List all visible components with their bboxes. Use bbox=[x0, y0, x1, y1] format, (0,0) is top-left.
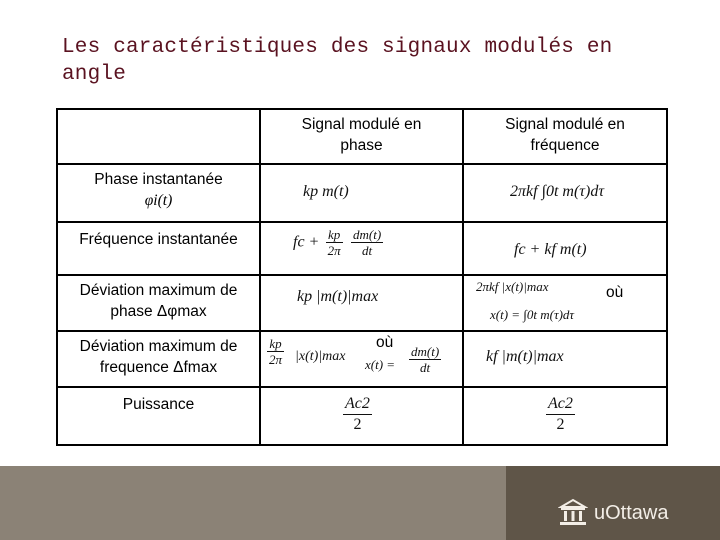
phase-inst-line1: Phase instantanée bbox=[94, 171, 223, 188]
pm-phase-formula: kp m(t) bbox=[303, 183, 349, 200]
pm-fdev-where-label: où bbox=[376, 334, 394, 351]
dev-freq-line1: Déviation maximum de bbox=[79, 338, 238, 355]
row-label-dev-phase bbox=[57, 275, 260, 331]
fm-fdev-cell bbox=[463, 331, 667, 387]
row-label-dev-freq bbox=[57, 331, 260, 387]
pm-power-fraction bbox=[343, 394, 372, 435]
pm-fdev-where: x(t) = bbox=[365, 357, 396, 372]
pm-fdev-abs: |x(t)|max bbox=[295, 349, 346, 364]
pm-freq-2pi: 2π bbox=[327, 243, 341, 258]
pm-fdev-kp: kp bbox=[267, 336, 284, 352]
freq-inst-label: Fréquence instantanée bbox=[79, 231, 238, 248]
dev-phase-line1: Déviation maximum de bbox=[79, 282, 238, 299]
pm-power-den: 2 bbox=[353, 416, 362, 433]
fm-power-num: Ac2 bbox=[546, 394, 575, 415]
pm-fdev-derivative-fraction bbox=[409, 344, 441, 375]
phase-inst-label bbox=[58, 165, 259, 211]
fm-freq-cell bbox=[463, 222, 667, 275]
fm-power-den: 2 bbox=[556, 416, 565, 433]
pm-freq-dt: dt bbox=[362, 243, 373, 258]
row-label-freq-inst bbox=[57, 222, 260, 275]
fm-freq-formula: fc + kf m(t) bbox=[514, 241, 587, 258]
pm-power-cell bbox=[260, 387, 463, 445]
pm-fdev-2pi: 2π bbox=[269, 352, 283, 367]
pm-fdev-dm: dm(t) bbox=[411, 344, 440, 359]
slide-title: Les caractéristiques des signaux modulés en angle bbox=[62, 36, 613, 86]
university-logo-text: uOttawa bbox=[594, 502, 669, 524]
pm-dev-cell bbox=[260, 275, 463, 331]
pm-fdev-dt: dt bbox=[420, 360, 431, 375]
university-building-icon bbox=[558, 497, 588, 527]
pm-freq-cell bbox=[260, 222, 463, 275]
pm-freq-formula bbox=[293, 227, 385, 258]
dev-freq-line2: frequence Δfmax bbox=[99, 359, 218, 376]
pm-freq-kp: kp bbox=[326, 227, 343, 243]
power-label: Puissance bbox=[122, 396, 195, 413]
fm-power-cell bbox=[463, 387, 667, 445]
pm-fdev-kp-fraction bbox=[267, 336, 284, 367]
pm-freq-kp-fraction bbox=[326, 227, 343, 258]
fm-power-fraction bbox=[546, 394, 575, 435]
footer-bar bbox=[0, 466, 720, 540]
fm-dev-bottom-formula: x(t) = ∫0t m(τ)dτ bbox=[490, 307, 575, 322]
fm-fdev-formula: kf |m(t)|max bbox=[486, 348, 564, 365]
fm-phase-formula: 2πkf ∫0t m(τ)dτ bbox=[510, 183, 605, 200]
fm-phase-cell bbox=[463, 164, 667, 222]
fm-dev-where-label: où bbox=[606, 284, 624, 301]
dev-freq-label bbox=[58, 332, 259, 378]
phase-inst-line2: φi(t) bbox=[144, 192, 173, 209]
header-frequency-modulated bbox=[463, 109, 667, 164]
pm-power-num: Ac2 bbox=[343, 394, 372, 415]
header-phase-label: Signal modulé en phase bbox=[301, 116, 422, 154]
pm-freq-dm: dm(t) bbox=[352, 227, 382, 242]
dev-phase-label bbox=[58, 276, 259, 322]
row-label-power bbox=[57, 387, 260, 445]
header-phase-modulated bbox=[260, 109, 463, 164]
row-label-phase-inst bbox=[57, 164, 260, 222]
pm-dev-formula: kp |m(t)|max bbox=[297, 288, 379, 305]
characteristics-table bbox=[56, 108, 668, 446]
header-freq-label: Signal modulé en fréquence bbox=[505, 116, 625, 154]
fm-dev-cell bbox=[463, 275, 667, 331]
fm-dev-top-formula: 2πkf |x(t)|max bbox=[476, 279, 549, 294]
pm-freq-fc: fc + bbox=[293, 233, 320, 251]
logo-panel bbox=[506, 466, 720, 540]
dev-phase-line2: phase Δφmax bbox=[110, 303, 207, 320]
header-empty-cell bbox=[57, 109, 260, 164]
pm-freq-derivative-fraction bbox=[351, 227, 383, 258]
pm-fdev-cell bbox=[260, 331, 463, 387]
pm-phase-cell bbox=[260, 164, 463, 222]
